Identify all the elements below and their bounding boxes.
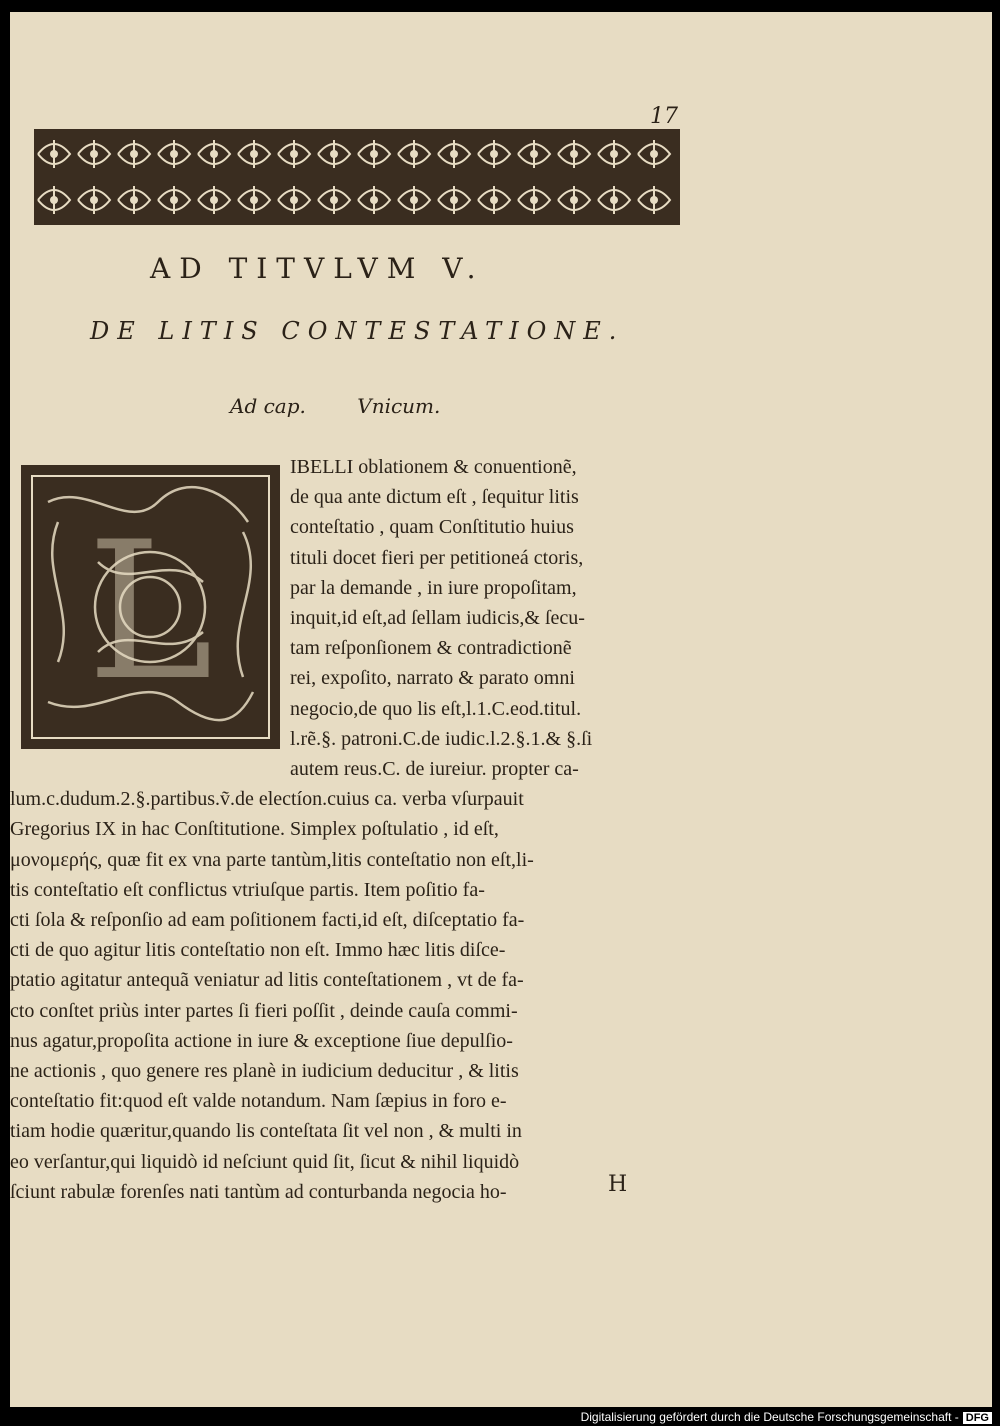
- text-line: μονομερής, quæ fit ex vna parte tantùm,litis conteſtatio non eſt,li-: [10, 848, 534, 871]
- chapter-heading: [230, 394, 485, 418]
- text-line: inquit,id eſt,ad ſellam iudicis,& ſecu-: [290, 607, 585, 629]
- catchword: H: [608, 1172, 628, 1197]
- text-line: l.rẽ.§. patroni.C.de iudic.l.2.§.1.& §.ſi: [290, 727, 593, 750]
- text-line: IBELLI oblationem & conuentionẽ,: [290, 456, 577, 478]
- text-line: eo verſantur,qui liquidò id neſciunt quid ſit, ſicut & nihil liquidò: [10, 1150, 520, 1173]
- decorated-initial: [18, 462, 283, 752]
- text-line: lum.c.dudum.2.§.partibus.ṽ.de electíon.cuius ca. verba vſurpauit: [10, 788, 524, 811]
- book-page: [10, 12, 992, 1407]
- footer-text: Digitalisierung gefördert durch die Deutsche Forschungsgemeinschaft -: [580, 1410, 959, 1424]
- text-line: tiam hodie quæritur,quando lis conteſtata ſit vel non , & multi in: [10, 1120, 522, 1143]
- text-line: cti ſola & reſponſio ad eam poſitionem facti,id eſt, diſceptatio fa-: [10, 909, 525, 931]
- text-line: autem reus.C. de iureiur. propter ca-: [290, 758, 579, 780]
- text-line: tis conteſtatio eſt conflictus vtriuſque partis. Item poſitio fa-: [10, 878, 485, 901]
- chapter-name: Vnicum.: [357, 394, 441, 418]
- text-line: tam reſponſionem & contradictionẽ: [290, 637, 572, 660]
- text-line: conteſtatio , quam Conſtitutio huius: [290, 516, 574, 539]
- dfg-logo: DFG: [963, 1412, 992, 1424]
- svg-text:L: L: [86, 501, 214, 722]
- decorative-headpiece: [32, 127, 682, 227]
- text-line: ſciunt rabulæ forenſes nati tantùm ad conturbanda negocia ho-: [10, 1180, 507, 1203]
- text-line: ne actionis , quo genere res planè in iudicium deducitur , & litis: [10, 1060, 519, 1082]
- title: AD TITVLVM V.: [150, 252, 485, 285]
- digitization-credit: [581, 1410, 992, 1424]
- page-number: 17: [650, 104, 678, 129]
- text-line: negocio,de quo lis eſt,l.1.C.eod.titul.: [290, 697, 582, 720]
- text-line: de qua ante dictum eſt , ſequitur litis: [290, 486, 579, 509]
- text-line: conteſtatio fit:quod eſt valde notandum. Nam ſæpius in foro e-: [10, 1090, 507, 1113]
- text-line: Gregorius IX in hac Conſtitutione. Simplex poſtulatio , id eſt,: [10, 818, 499, 841]
- subtitle: DE LITIS CONTESTATIONE.: [90, 317, 625, 345]
- text-line: tituli docet fieri per petitioneá ctoris,: [290, 546, 584, 569]
- text-line: ptatio agitatur antequã veniatur ad litis conteſtationem , vt de fa-: [10, 969, 524, 992]
- text-line: rei, expoſito, narrato & parato omni: [290, 667, 575, 690]
- text-line: cti de quo agitur litis conteſtatio non eſt. Immo hæc litis diſce-: [10, 939, 506, 962]
- chapter-prefix: Ad cap.: [230, 394, 306, 418]
- text-line: par la demande , in iure propoſitam,: [290, 576, 577, 599]
- text-line: nus agatur,propoſita actione in iure & exceptione ſiue depulſio-: [10, 1029, 513, 1052]
- text-line: cto conſtet priùs inter partes ſi fieri poſſit , deinde cauſa commi-: [10, 999, 518, 1022]
